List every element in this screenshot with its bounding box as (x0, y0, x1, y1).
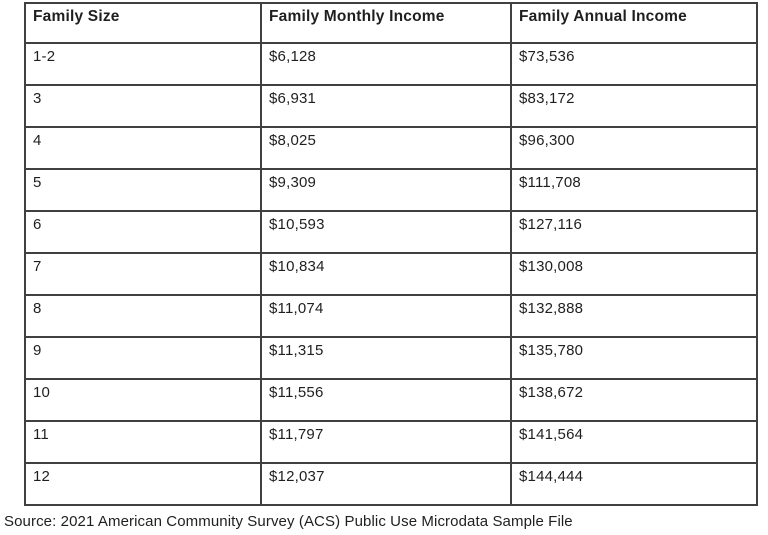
cell-monthly-income: $9,309 (261, 169, 511, 211)
cell-family-size: 3 (25, 85, 261, 127)
cell-annual-income: $73,536 (511, 43, 757, 85)
cell-monthly-income: $6,931 (261, 85, 511, 127)
cell-monthly-income: $11,315 (261, 337, 511, 379)
table-row (25, 463, 757, 505)
table-row (25, 169, 757, 211)
cell-family-size: 10 (25, 379, 261, 421)
cell-family-size: 11 (25, 421, 261, 463)
header-monthly-income: Family Monthly Income (261, 3, 511, 43)
cell-monthly-income: $10,834 (261, 253, 511, 295)
cell-monthly-income: $11,074 (261, 295, 511, 337)
cell-monthly-income: $11,797 (261, 421, 511, 463)
cell-monthly-income: $11,556 (261, 379, 511, 421)
cell-annual-income: $96,300 (511, 127, 757, 169)
cell-family-size: 6 (25, 211, 261, 253)
cell-family-size: 4 (25, 127, 261, 169)
table-row (25, 253, 757, 295)
cell-annual-income: $111,708 (511, 169, 757, 211)
cell-monthly-income: $8,025 (261, 127, 511, 169)
table-row (25, 43, 757, 85)
cell-family-size: 5 (25, 169, 261, 211)
header-annual-income: Family Annual Income (511, 3, 757, 43)
table-row (25, 295, 757, 337)
table-row (25, 211, 757, 253)
cell-monthly-income: $6,128 (261, 43, 511, 85)
cell-annual-income: $132,888 (511, 295, 757, 337)
cell-annual-income: $130,008 (511, 253, 757, 295)
cell-annual-income: $144,444 (511, 463, 757, 505)
family-income-table (24, 2, 758, 506)
table-row (25, 85, 757, 127)
cell-annual-income: $83,172 (511, 85, 757, 127)
cell-family-size: 8 (25, 295, 261, 337)
source-note: Source: 2021 American Community Survey (ACS) Public Use Microdata Sample File (4, 513, 573, 530)
table-header-row (25, 3, 757, 43)
cell-annual-income: $135,780 (511, 337, 757, 379)
header-family-size: Family Size (25, 3, 261, 43)
cell-family-size: 7 (25, 253, 261, 295)
cell-family-size: 9 (25, 337, 261, 379)
cell-annual-income: $138,672 (511, 379, 757, 421)
table-row (25, 337, 757, 379)
cell-monthly-income: $10,593 (261, 211, 511, 253)
cell-annual-income: $141,564 (511, 421, 757, 463)
table-row (25, 127, 757, 169)
cell-monthly-income: $12,037 (261, 463, 511, 505)
table-row (25, 379, 757, 421)
cell-annual-income: $127,116 (511, 211, 757, 253)
cell-family-size: 1-2 (25, 43, 261, 85)
cell-family-size: 12 (25, 463, 261, 505)
table-row (25, 421, 757, 463)
